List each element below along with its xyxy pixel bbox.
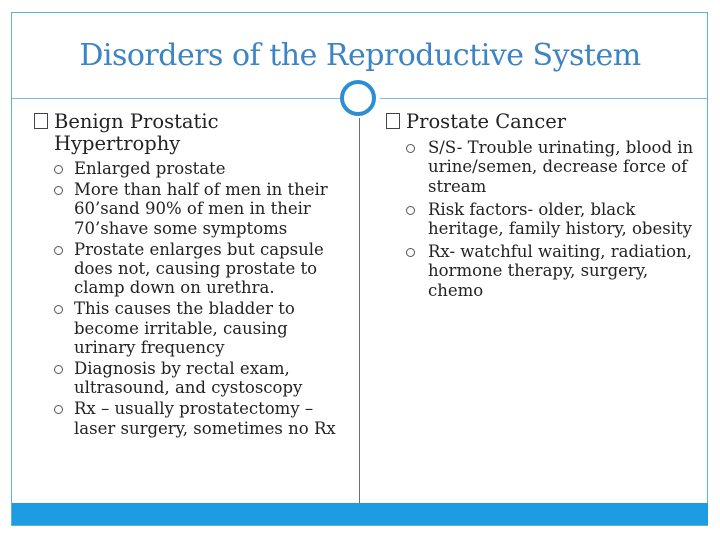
circle-bullet-icon bbox=[54, 165, 63, 174]
circle-bullet-icon bbox=[406, 206, 415, 215]
list-item: Risk factors- older, black heritage, family history, obesity bbox=[386, 200, 696, 239]
title-rule-right bbox=[380, 98, 708, 99]
list-item: Rx – usually prostatectomy – laser surgery, sometimes no Rx bbox=[34, 399, 344, 438]
left-heading bbox=[34, 111, 344, 155]
circle-bullet-icon bbox=[54, 305, 63, 314]
list-item: More than half of men in their 60’sand 90% of men in their 70’shave some symptoms bbox=[34, 180, 344, 238]
right-bullet-list bbox=[386, 138, 696, 300]
list-item: S/S- Trouble urinating, blood in urine/semen, decrease force of stream bbox=[386, 138, 696, 196]
left-heading-line2: Hypertrophy bbox=[54, 132, 181, 155]
title-rule-left bbox=[12, 98, 340, 99]
right-heading-text: Prostate Cancer bbox=[406, 110, 567, 133]
list-item: Diagnosis by rectal exam, ultrasound, and cystoscopy bbox=[34, 359, 344, 398]
checkbox-bullet-icon bbox=[386, 113, 400, 129]
list-item: This causes the bladder to become irritable, causing urinary frequency bbox=[34, 299, 344, 357]
column-divider bbox=[359, 118, 360, 504]
left-bullet-list bbox=[34, 159, 344, 438]
right-column bbox=[386, 111, 696, 304]
checkbox-bullet-icon bbox=[34, 113, 48, 129]
slide-title: Disorders of the Reproductive System bbox=[79, 38, 641, 73]
footer-bar bbox=[12, 503, 708, 525]
list-item: Enlarged prostate bbox=[34, 159, 344, 178]
list-item: Rx- watchful waiting, radiation, hormone therapy, surgery, chemo bbox=[386, 242, 696, 300]
circle-ornament-icon bbox=[340, 80, 376, 116]
circle-bullet-icon bbox=[54, 365, 63, 374]
left-column bbox=[34, 111, 344, 440]
list-item: Prostate enlarges but capsule does not, causing prostate to clamp down on urethra. bbox=[34, 240, 344, 298]
circle-bullet-icon bbox=[54, 405, 63, 414]
left-heading-line1: Benign Prostatic bbox=[54, 110, 219, 133]
circle-bullet-icon bbox=[406, 144, 415, 153]
circle-bullet-icon bbox=[54, 186, 63, 195]
circle-bullet-icon bbox=[406, 248, 415, 257]
circle-bullet-icon bbox=[54, 246, 63, 255]
right-heading bbox=[386, 111, 696, 133]
